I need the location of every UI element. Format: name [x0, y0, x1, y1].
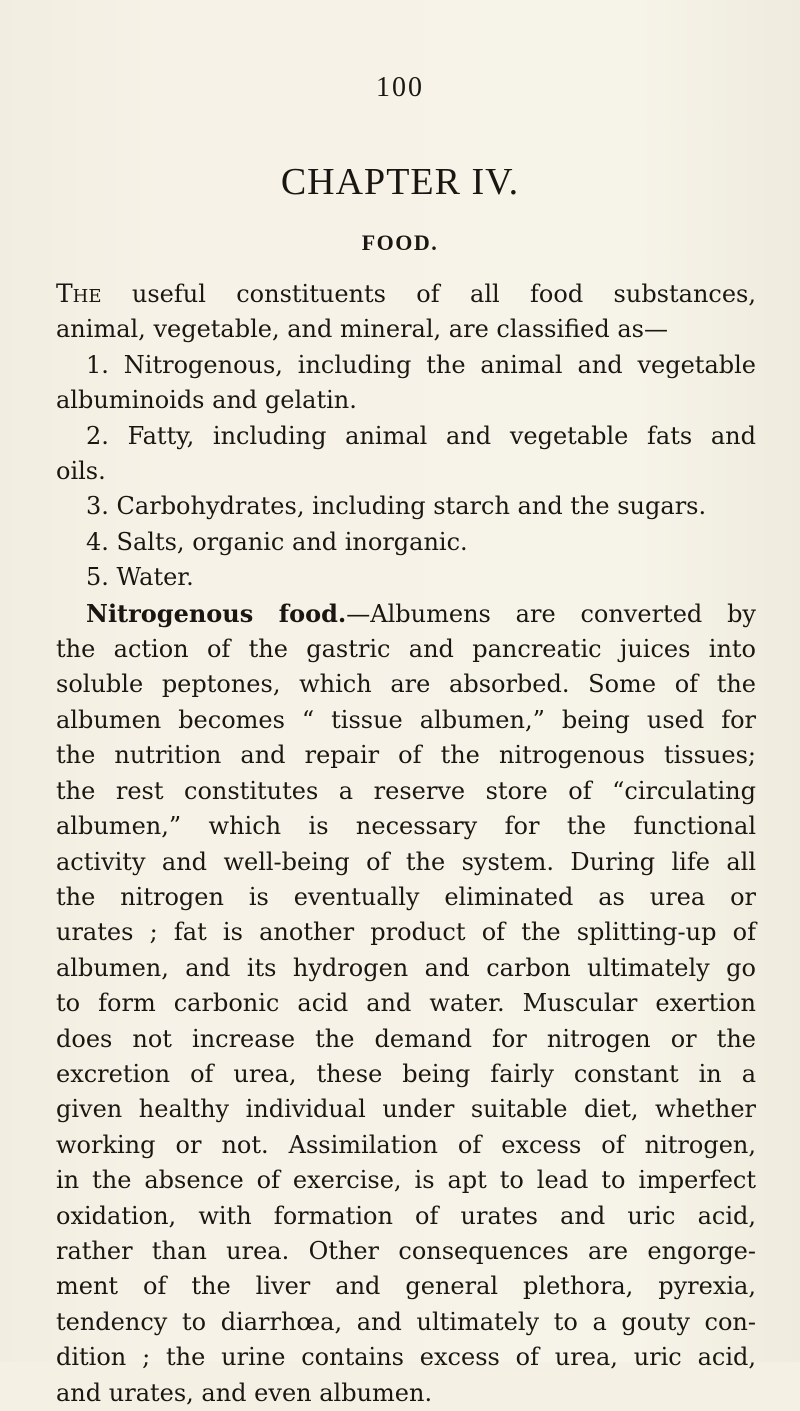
list-item	[56, 560, 756, 595]
list-item-text: Fatty, including animal and vegetable fats and	[127, 421, 756, 450]
paragraph-line: the action of the gastric and pancreatic juices into	[56, 635, 756, 664]
intro-line: animal, vegetable, and mineral, are classified as—	[56, 315, 668, 344]
paragraph-heading: Nitrogenous food.	[86, 598, 347, 628]
paragraph-line: the nitrogen is eventually eliminated as urea or	[56, 882, 756, 911]
list-item-number: 3.	[86, 492, 109, 521]
paragraph-line: working or not. Assimilation of excess of nitrogen,	[56, 1130, 756, 1159]
paragraph-line: soluble peptones, which are absorbed. Some of the	[56, 670, 756, 699]
paragraph-line: dition ; the urine contains excess of urea, uric acid,	[56, 1343, 756, 1372]
chapter-title: CHAPTER IV.	[280, 161, 520, 203]
paragraph-line: oxidation, with formation of urates and uric acid,	[56, 1201, 756, 1230]
list-item	[56, 525, 756, 560]
paragraph-line: the nutrition and repair of the nitrogenous tissues;	[56, 741, 756, 770]
paragraph-line: given healthy individual under suitable diet, whether	[56, 1095, 756, 1124]
paragraph-line-text: —Albumens are converted by	[346, 599, 756, 628]
paragraph-line: tendency to diarrhœa, and ultimately to a gouty con-	[56, 1307, 756, 1336]
list-item-number: 5.	[86, 563, 109, 592]
paragraph-line: excretion of urea, these being fairly constant in a	[56, 1059, 756, 1088]
intro-line-text: useful constituents of all food substances,	[101, 280, 756, 308]
page-number: 100	[376, 72, 424, 103]
intro-lead-word: The	[56, 279, 102, 308]
section-title: FOOD.	[361, 230, 439, 255]
paragraph-first-line	[56, 596, 756, 632]
list-item-continuation: oils.	[56, 457, 106, 486]
paragraph-line: and urates, and even albumen.	[56, 1378, 433, 1407]
paragraph-line: in the absence of exercise, is apt to lead to imperfect	[56, 1166, 756, 1195]
list-item-text: Carbohydrates, including starch and the sugars.	[116, 492, 707, 521]
body-text	[56, 276, 756, 1411]
paragraph-line: does not increase the demand for nitrogen or the	[56, 1024, 756, 1053]
paragraph-line: urates ; fat is another product of the splitting-up of	[56, 918, 756, 947]
list-item-continuation: albuminoids and gelatin.	[56, 386, 357, 415]
list-item-text: Water.	[116, 563, 194, 592]
paragraph-line: the rest constitutes a reserve store of “circulating	[56, 776, 756, 805]
paragraph-line: albumen,” which is necessary for the functional	[56, 812, 756, 841]
list-item	[56, 489, 756, 524]
list-item-text: Salts, organic and inorganic.	[116, 527, 468, 556]
intro-line	[56, 276, 756, 312]
list-item	[56, 419, 756, 454]
paragraph-line: albumen, and its hydrogen and carbon ultimately go	[56, 953, 756, 982]
list-item-text: Nitrogenous, including the animal and vegetable	[123, 350, 757, 379]
paragraph-line: to form carbonic acid and water. Muscular exertion	[56, 989, 756, 1018]
list-item-number: 4.	[86, 527, 109, 556]
paragraph-line: rather than urea. Other consequences are engorge-	[56, 1236, 756, 1265]
paragraph-line: activity and well-being of the system. During life all	[56, 847, 756, 876]
paragraph-line: albumen becomes “ tissue albumen,” being used for	[56, 705, 756, 734]
paragraph-line: ment of the liver and general plethora, pyrexia,	[56, 1272, 756, 1301]
list-item-number: 2.	[86, 421, 109, 450]
list-item	[56, 348, 756, 383]
list-item-number: 1.	[86, 350, 109, 379]
